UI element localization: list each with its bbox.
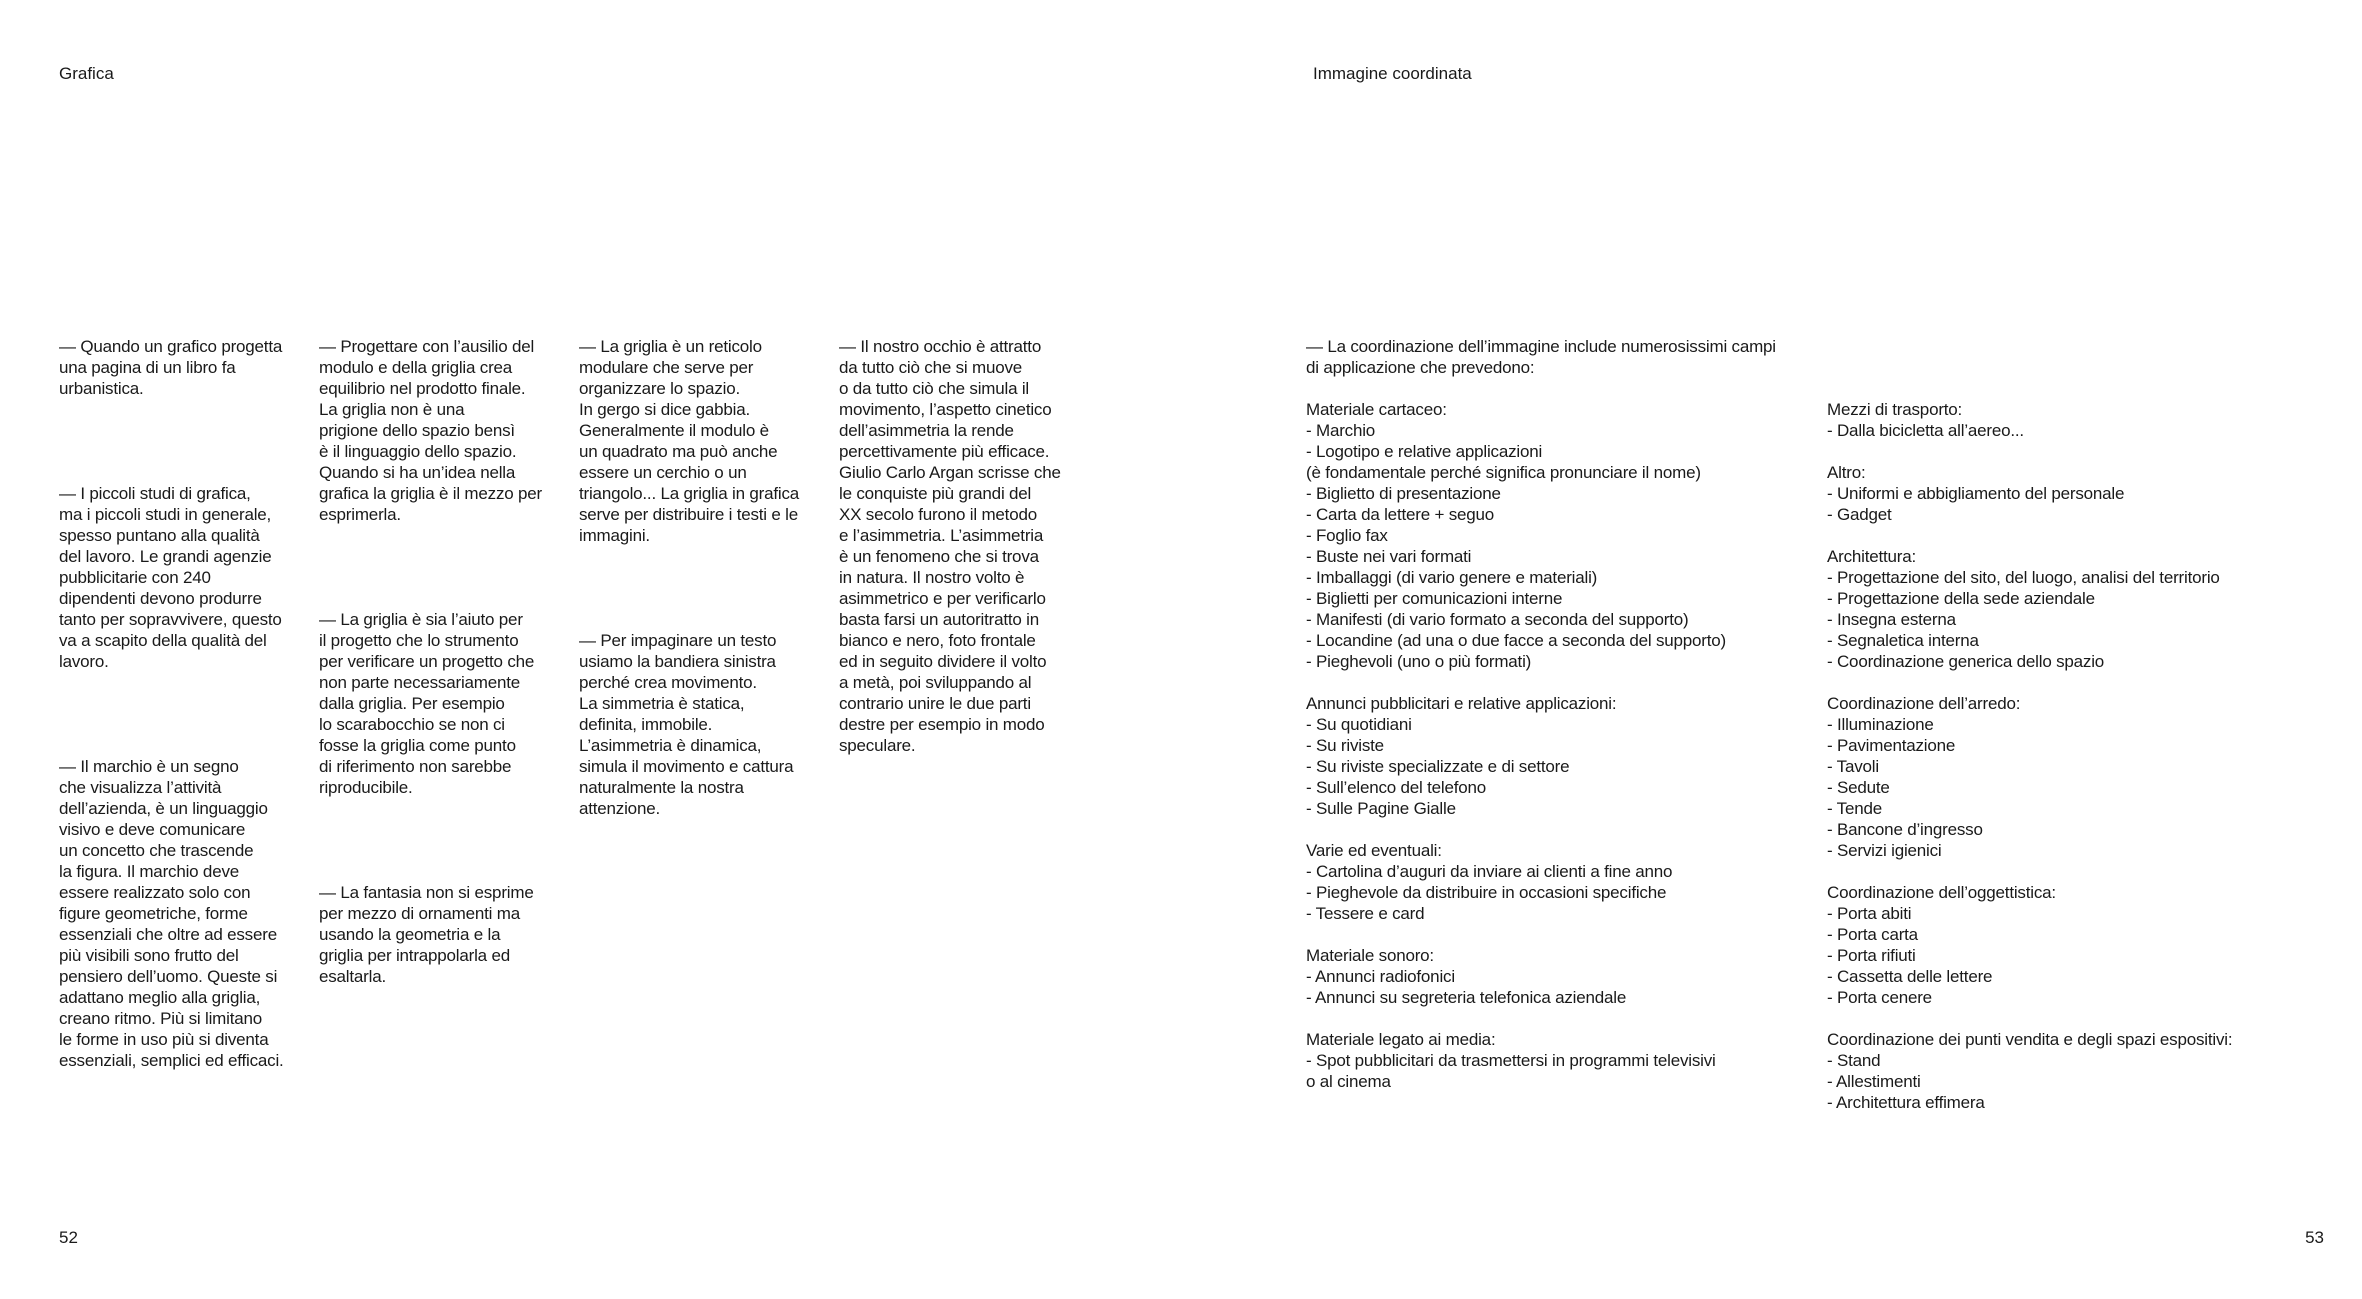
paragraph-text: — Il nostro occhio è attratto da tutto ciò che si muove o da tutto ciò che simula il movimento, l’aspetto cinetico dell’asimmetria la rende percettivamente più efficace. Giulio Carlo Argan scrisse che le conquiste più grandi del XX secolo furono il metodo e l’asimmetria. L’asimmetria è un fenomeno che si trova in natura. Il nostro volto è asimmetrico e per verificarlo basta farsi un autoritratto in bianco e nero, foto frontale ed in seguito dividere il volto a metà, poi sviluppando al contrario unire le due parti destre per esempio in modo speculare. <box>839 337 1061 755</box>
list-item: - Gadget <box>1827 505 1892 524</box>
paragraph <box>579 336 823 546</box>
list-item: - Allestimenti <box>1827 1072 1921 1091</box>
paragraph-text: — La fantasia non si esprime per mezzo di ornamenti ma usando la geometria e la griglia per intrappolarla ed esaltarla. <box>319 883 534 986</box>
section-list <box>1306 861 1826 924</box>
section-materiale-cartaceo <box>1306 399 1826 672</box>
page-number-right: 53 <box>2305 1228 2324 1247</box>
section-coordinazione-punti-vendita <box>1827 1029 2347 1113</box>
paragraph <box>319 336 563 525</box>
list-item: - Pavimentazione <box>1827 736 1956 755</box>
intro-paragraph <box>1306 336 1826 378</box>
list-item: - Tende <box>1827 799 1882 818</box>
paragraph <box>59 756 303 1071</box>
section-heading: Mezzi di trasporto: <box>1827 400 1963 419</box>
paragraph <box>579 630 823 819</box>
list-item: - Segnaletica interna <box>1827 631 1979 650</box>
list-item: - Cassetta delle lettere <box>1827 967 1993 986</box>
list-item: - Su quotidiani <box>1306 715 1412 734</box>
paragraph-text: — Per impaginare un testo usiamo la bandiera sinistra perché crea movimento. La simmetria è statica, definita, immobile. L’asimmetria è dinamica, simula il movimento e cattura naturalmente la nostra attenzione. <box>579 631 794 818</box>
section-heading: Architettura: <box>1827 547 1917 566</box>
list-item: - Stand <box>1827 1051 1881 1070</box>
list-item: - Biglietti per comunicazioni interne <box>1306 589 1563 608</box>
section-varie-ed-eventuali <box>1306 840 1826 924</box>
list-item: - Carta da lettere + seguo <box>1306 505 1495 524</box>
section-heading: Materiale cartaceo: <box>1306 400 1447 419</box>
list-item: - Pieghevole da distribuire in occasioni specifiche <box>1306 883 1667 902</box>
section-materiale-sonoro <box>1306 945 1826 1008</box>
list-item: - Buste nei vari formati <box>1306 547 1472 566</box>
section-materiale-media <box>1306 1029 1826 1092</box>
paragraph-text: — Quando un grafico progetta una pagina di un libro fa urbanistica. <box>59 337 283 398</box>
list-item: - Illuminazione <box>1827 715 1934 734</box>
list-item: - Dalla bicicletta all’aereo... <box>1827 421 2024 440</box>
section-coordinazione-oggettistica <box>1827 882 2347 1008</box>
page-title-left: Grafica <box>59 64 114 83</box>
list-item: - Sull’elenco del telefono <box>1306 778 1487 797</box>
list-item: - Annunci su segreteria telefonica aziendale <box>1306 988 1627 1007</box>
list-item: - Foglio fax <box>1306 526 1388 545</box>
list-item: - Tavoli <box>1827 757 1879 776</box>
paragraph-text: — Progettare con l’ausilio del modulo e della griglia crea equilibrio nel prodotto finale. La griglia non è una prigione dello spazio bensì è il linguaggio dello spazio. Quando si ha un’idea nella grafica la griglia è il mezzo per esprimerla. <box>319 337 542 524</box>
list-item: - Sulle Pagine Gialle <box>1306 799 1456 818</box>
section-altro <box>1827 462 2347 525</box>
list-item: - Su riviste specializzate e di settore <box>1306 757 1570 776</box>
section-architettura <box>1827 546 2347 672</box>
paragraph-text: — La griglia è sia l’aiuto per il progetto che lo strumento per verificare un progetto che non parte necessariamente dalla griglia. Per esempio lo scarabocchio se non ci fosse la griglia come punto di riferimento non sarebbe riproducibile. <box>319 610 535 797</box>
list-item: - Locandine (ad una o due facce a seconda del supporto) <box>1306 631 1726 650</box>
section-list <box>1827 483 2347 525</box>
list-item: - Spot pubblicitari da trasmettersi in programmi televisivi o al cinema <box>1306 1051 1716 1091</box>
paragraph <box>839 336 1089 756</box>
section-heading: Annunci pubblicitari e relative applicazioni: <box>1306 694 1617 713</box>
paragraph <box>59 483 303 672</box>
list-item: - Sedute <box>1827 778 1890 797</box>
section-heading: Coordinazione dell’arredo: <box>1827 694 2021 713</box>
paragraph-text: — I piccoli studi di grafica, ma i piccoli studi in generale, spesso puntano alla qualità del lavoro. Le grandi agenzie pubblicitarie con 240 dipendenti devono produrre tanto per sopravvivere, questo va a scapito della qualità del lavoro. <box>59 484 282 671</box>
list-item: - Tessere e card <box>1306 904 1425 923</box>
paragraph <box>319 882 563 987</box>
section-list <box>1827 567 2347 672</box>
paragraph-text: — La griglia è un reticolo modulare che serve per organizzare lo spazio. In gergo si dice gabbia. Generalmente il modulo è un quadrato ma può anche essere un cerchio o un triangolo... La griglia in grafica serve per distribuire i testi e le immagini. <box>579 337 799 545</box>
list-item: - Porta carta <box>1827 925 1918 944</box>
page-number-left: 52 <box>59 1228 78 1247</box>
section-heading: Materiale legato ai media: <box>1306 1030 1496 1049</box>
section-list <box>1827 903 2347 1008</box>
list-item: - Biglietto di presentazione <box>1306 484 1501 503</box>
list-item: - Porta rifiuti <box>1827 946 1916 965</box>
list-item: - Porta cenere <box>1827 988 1932 1007</box>
page-title-right: Immagine coordinata <box>1313 64 1472 83</box>
section-list <box>1827 714 2347 861</box>
section-mezzi-di-trasporto <box>1827 399 2347 441</box>
section-heading: Altro: <box>1827 463 1866 482</box>
list-item: - Logotipo e relative applicazioni (è fondamentale perché significa pronunciare il nome) <box>1306 442 1701 482</box>
list-item: - Coordinazione generica dello spazio <box>1827 652 2105 671</box>
list-item: - Cartolina d’auguri da inviare ai clienti a fine anno <box>1306 862 1673 881</box>
section-heading: Coordinazione dei punti vendita e degli spazi espositivi: <box>1827 1030 2233 1049</box>
paragraph <box>59 336 303 399</box>
list-item: - Imballaggi (di vario genere e materiali) <box>1306 568 1598 587</box>
list-item: - Progettazione della sede aziendale <box>1827 589 2095 608</box>
list-item: - Pieghevoli (uno o più formati) <box>1306 652 1532 671</box>
section-coordinazione-arredo <box>1827 693 2347 861</box>
section-list <box>1827 1050 2347 1113</box>
section-annunci-pubblicitari <box>1306 693 1826 819</box>
paragraph-text: — Il marchio è un segno che visualizza l’attività dell’azienda, è un linguaggio visivo e deve comunicare un concetto che trascende la figura. Il marchio deve essere realizzato solo con figure geometriche, forme essenziali che oltre ad essere più visibili sono frutto del pensiero dell’uomo. Queste si adattano meglio alla griglia, creano ritmo. Più si limitano le forme in uso più si diventa essenziali, semplici ed efficaci. <box>59 757 284 1070</box>
list-item: - Manifesti (di vario formato a seconda del supporto) <box>1306 610 1689 629</box>
paragraph <box>319 609 563 798</box>
section-heading: Materiale sonoro: <box>1306 946 1434 965</box>
list-item: - Progettazione del sito, del luogo, analisi del territorio <box>1827 568 2220 587</box>
list-item: - Insegna esterna <box>1827 610 1956 629</box>
list-item: - Servizi igienici <box>1827 841 1942 860</box>
section-list <box>1306 420 1826 672</box>
section-list <box>1306 966 1826 1008</box>
section-list <box>1306 714 1826 819</box>
list-item: - Architettura effimera <box>1827 1093 1985 1112</box>
section-list <box>1306 1050 1826 1092</box>
section-list <box>1827 420 2347 441</box>
list-item: - Porta abiti <box>1827 904 1912 923</box>
list-item: - Marchio <box>1306 421 1376 440</box>
list-item: - Su riviste <box>1306 736 1384 755</box>
intro-text: — La coordinazione dell’immagine include numerosissimi campi di applicazione che prevedono: <box>1306 337 1776 377</box>
list-item: - Annunci radiofonici <box>1306 967 1455 986</box>
list-item: - Bancone d’ingresso <box>1827 820 1983 839</box>
list-item: - Uniformi e abbigliamento del personale <box>1827 484 2125 503</box>
section-heading: Varie ed eventuali: <box>1306 841 1442 860</box>
section-heading: Coordinazione dell’oggettistica: <box>1827 883 2056 902</box>
